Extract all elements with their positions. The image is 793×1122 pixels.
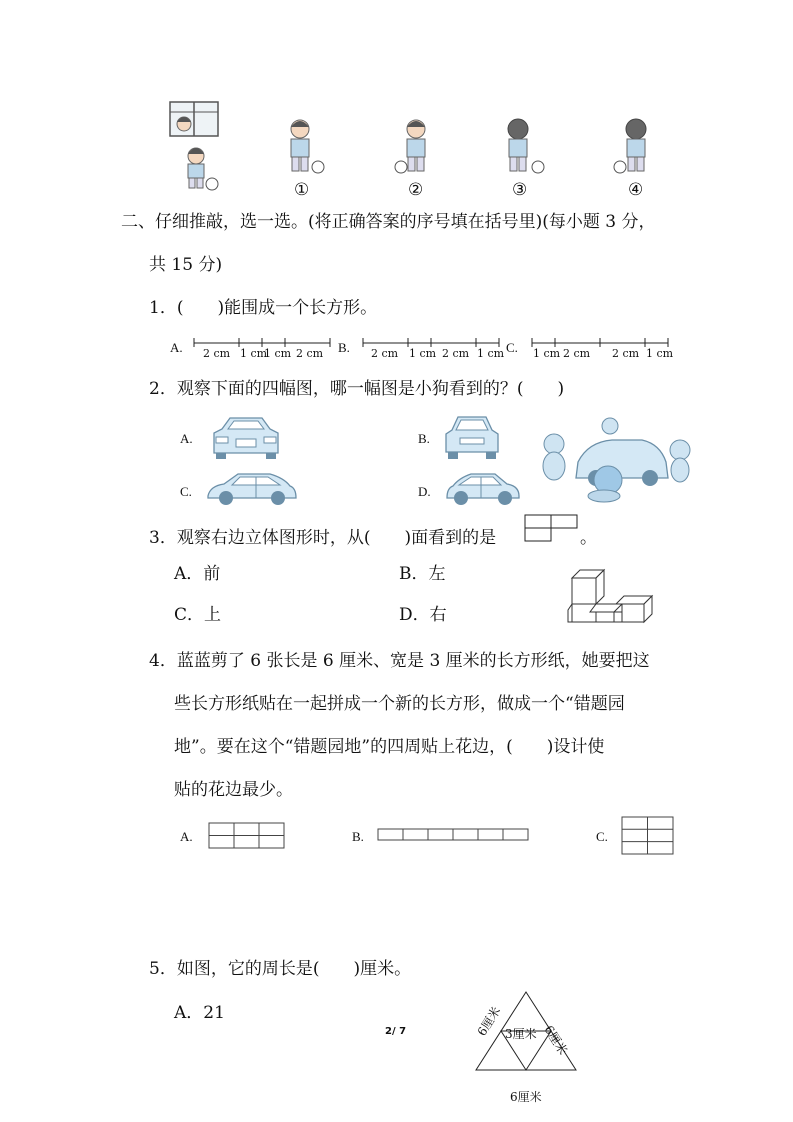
q5-option-a[interactable]: A．21: [174, 1003, 225, 1023]
question-5-text: 5．如图，它的周长是( )厘米。: [149, 959, 412, 979]
q1-b-seg-1: 2 cm: [371, 347, 399, 360]
question-4-line1: 4．蓝蓝剪了 6 张长是 6 厘米、宽是 3 厘米的长方形纸，她要把这: [149, 651, 650, 671]
q5-label-inner: 3厘米: [505, 1027, 537, 1041]
top-figure-4: [612, 117, 662, 200]
car-side-view-left-illustration: [204, 470, 300, 508]
figure-label-3: ③: [512, 180, 528, 200]
q3-view-shape: [524, 514, 580, 544]
q1-option-a-label: A.: [170, 340, 183, 355]
q1-c-seg-2: 2 cm: [563, 347, 591, 360]
q1-b-seg-4: 1 cm: [477, 347, 505, 360]
boy-at-window-illustration: [168, 100, 234, 196]
q4-option-b-label: B.: [352, 829, 364, 844]
page-number: 2/ 7: [385, 1026, 407, 1037]
car-front-view-illustration: [208, 415, 284, 461]
top-figure-2: [394, 117, 440, 200]
question-2-text: 2．观察下面的四幅图，哪一幅图是小狗看到的？( ): [149, 379, 565, 399]
top-figure-reference: [168, 100, 234, 196]
q2-option-a-label: A.: [180, 431, 193, 446]
q3-option-a[interactable]: A．前: [174, 564, 221, 584]
q4-option-a-grid-3x2: [208, 822, 286, 850]
q3-option-d[interactable]: D．右: [399, 605, 447, 625]
q1-c-seg-1: 1 cm: [533, 347, 561, 360]
question-3-text: 3．观察右边立体图形时，从( )面看到的是: [149, 528, 497, 548]
q3-solid-figure: [560, 562, 672, 626]
boy-back-ball-left-illustration: [612, 117, 662, 183]
question-4-line3: 地”。要在这个“错题园地”的四周贴上花边，( )设计使: [174, 737, 605, 757]
q3-option-c[interactable]: C．上: [174, 605, 222, 625]
q2-option-b-label: B.: [418, 431, 430, 446]
q1-b-seg-3: 2 cm: [442, 347, 470, 360]
q5-label-bottom: 6厘米: [510, 1090, 542, 1104]
q1-a-seg-2: 1 cm: [240, 347, 268, 360]
q4-option-c-grid-2x3: [621, 816, 675, 856]
q2-option-c-label: C.: [180, 484, 192, 499]
question-3-text-end: 。: [580, 528, 597, 548]
car-rear-view-illustration: [442, 414, 502, 462]
q1-option-b-label: B.: [338, 340, 350, 355]
q4-option-c-label: C.: [596, 829, 608, 844]
boy-front-ball-left-illustration: [394, 117, 440, 183]
top-figure-1: [282, 117, 328, 200]
figure-label-1: ①: [294, 180, 310, 200]
q1-b-seg-2: 1 cm: [409, 347, 437, 360]
q5-label-right: 6厘米: [541, 1023, 571, 1058]
section-2-heading-line2: 共 15 分): [149, 255, 223, 275]
top-figure-3: [498, 117, 548, 200]
question-1-text: 1．( )能围成一个长方形。: [149, 298, 378, 318]
question-4-line4: 贴的花边最少。: [174, 780, 293, 800]
q2-option-d-label: D.: [418, 484, 431, 499]
figure-label-4: ④: [628, 180, 644, 200]
q1-option-c-label: C.: [506, 340, 518, 355]
q1-c-seg-4: 1 cm: [646, 347, 674, 360]
q1-a-seg-1: 2 cm: [203, 347, 231, 360]
question-4-line2: 些长方形纸贴在一起拼成一个新的长方形，做成一个“错题园: [174, 694, 625, 714]
q4-option-a-label: A.: [180, 829, 193, 844]
car-side-view-right-illustration: [443, 470, 523, 508]
q4-option-b-grid-6x1: [377, 828, 531, 842]
boy-front-ball-right-illustration: [282, 117, 328, 183]
q1-a-seg-4: 2 cm: [296, 347, 324, 360]
q1-c-seg-3: 2 cm: [612, 347, 640, 360]
q1-a-seg-3: 1 cm: [264, 347, 292, 360]
q3-option-b[interactable]: B．左: [399, 564, 446, 584]
figure-label-2: ②: [408, 180, 424, 200]
section-2-heading-line1: 二、仔细推敲，选一选。(将正确答案的序号填在括号里)(每小题 3 分，: [121, 212, 656, 232]
boy-back-ball-right-illustration: [498, 117, 548, 183]
animals-around-car-illustration: [538, 416, 696, 504]
q5-label-left: 6厘米: [474, 1004, 504, 1039]
